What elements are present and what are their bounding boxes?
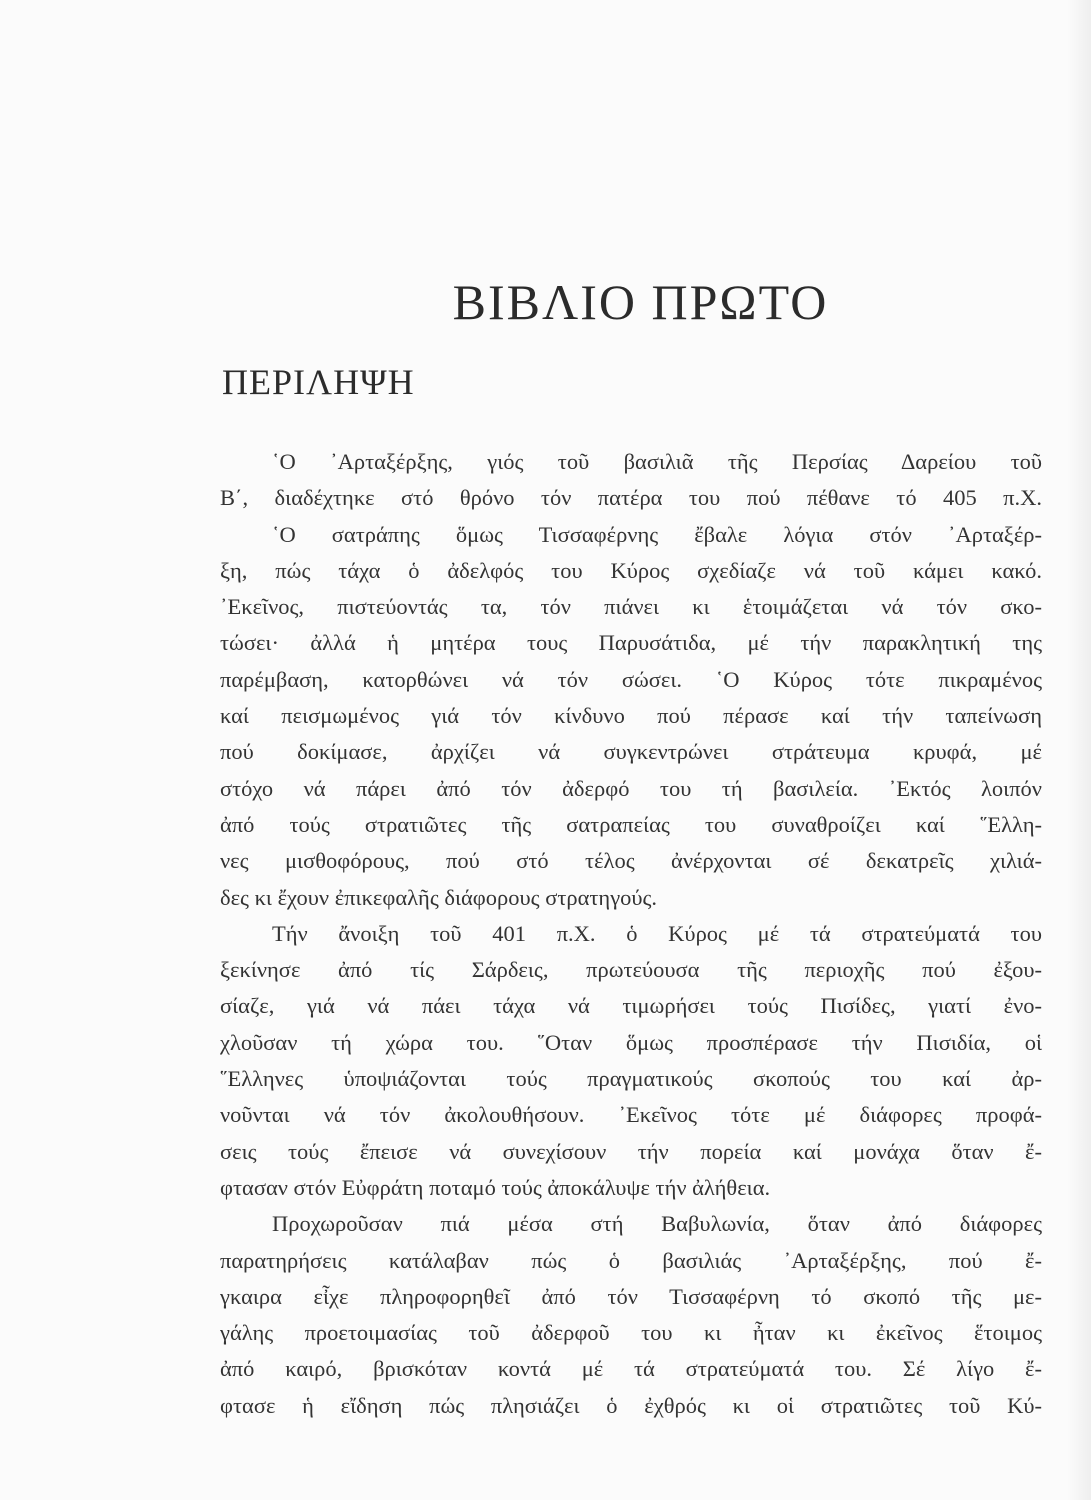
summary-text [220, 444, 1042, 1424]
text-line: παρατηρήσεις κατάλαβαν πώς ὁ βασιλιάς ᾿Αρταξέρξης, πού ἔ- [220, 1247, 1042, 1273]
text-line: ῾Ο ᾿Αρταξέρξης, γιός τοῦ βασιλιᾶ τῆς Περσίας Δαρείου τοῦ [272, 449, 1042, 474]
text-line: σεις τούς ἔπεισε νά συνεχίσουν τήν πορεία καί μονάχα ὅταν ἔ- [220, 1138, 1042, 1164]
text-line: δες κι ἔχουν ἐπικεφαλῆς διάφορους στρατηγούς. [220, 884, 658, 910]
text-line: χλοῦσαν τή χώρα του. ῞Οταν ὅμως προσπέρασε τήν Πισιδία, οἱ [220, 1029, 1042, 1055]
text-line: καί πεισμωμένος γιά τόν κίνδυνο πού πέρασε καί τήν ταπείνωση [220, 703, 1042, 729]
text-line: πού δοκίμασε, ἀρχίζει νά συγκεντρώνει στράτευμα κρυφά, μέ [220, 739, 1042, 765]
paragraph-2 [220, 916, 1042, 1206]
paragraph-3 [220, 1206, 1042, 1424]
text-line: ῾Ο σατράπης ὅμως Τισσαφέρνης ἔβαλε λόγια στόν ᾿Αρταξέρ- [272, 521, 1042, 547]
text-line: ξη, πώς τάχα ὁ ἀδελφός του Κύρος σχεδίαζε νά τοῦ κάμει κακό. [220, 557, 1042, 583]
text-line: ῞Ελληνες ὑποψιάζονται τούς πραγματικούς σκοπούς του καί ἀρ- [220, 1066, 1042, 1092]
text-line: γκαιρα εἶχε πληροφορηθεῖ ἀπό τόν Τισσαφέρνη τό σκοπό τῆς με- [220, 1283, 1042, 1309]
text-line: ξεκίνησε ἀπό τίς Σάρδεις, πρωτεύουσα τῆς περιοχῆς πού ἐξου- [220, 957, 1042, 983]
text-line: Β΄, διαδέχτηκε στό θρόνο τόν πατέρα του πού πέθανε τό 405 π.Χ. [220, 485, 1042, 511]
page-edge-shadow [1067, 0, 1091, 1500]
text-line: φτασαν στόν Εὐφράτη ποταμό τούς ἀποκάλυψε τήν ἀλήθεια. [220, 1174, 771, 1200]
text-line: σίαζε, γιά νά πάει τάχα νά τιμωρήσει τούς Πισίδες, γιατί ἐνο- [220, 993, 1042, 1019]
text-line: Τήν ἄνοιξη τοῦ 401 π.Χ. ὁ Κύρος μέ τά στρατεύματά του [272, 920, 1042, 946]
text-line: νες μισθοφόρους, πού στό τέλος ἀνέρχονται σέ δεκατρεῖς χιλιά- [220, 848, 1042, 874]
text-line: ἀπό τούς στρατιῶτες τῆς σατραπείας του συναθροίζει καί ῞Ελλη- [220, 811, 1042, 837]
text-line: Προχωροῦσαν πιά μέσα στή Βαβυλωνία, ὅταν ἀπό διάφορες [272, 1211, 1042, 1237]
section-title: ΠΕΡΙΛΗΨΗ [222, 362, 415, 402]
text-line: γάλης προετοιμασίας τοῦ ἀδερφοῦ του κι ἦταν κι ἐκεῖνος ἕτοιμος [220, 1320, 1042, 1346]
text-line: παρέμβαση, κατορθώνει νά τόν σώσει. ῾Ο Κύρος τότε πικραμένος [220, 666, 1042, 692]
paragraph-1 [220, 444, 1042, 916]
text-line: ᾿Εκεῖνος, πιστεύοντάς τα, τόν πιάνει κι ἑτοιμάζεται νά τόν σκο- [220, 594, 1042, 620]
book-title: ΒΙΒΛΙΟ ΠΡΩΤΟ [452, 274, 829, 330]
text-line: φτασε ἡ εἴδηση πώς πλησιάζει ὁ ἐχθρός κι οἱ στρατιῶτες τοῦ Κύ- [220, 1392, 1042, 1418]
text-line: νοῦνται νά τόν ἀκολουθήσουν. ᾿Εκεῖνος τότε μέ διάφορες προφά- [220, 1102, 1042, 1128]
text-line: στόχο νά πάρει ἀπό τόν ἀδερφό του τή βασιλεία. ᾿Εκτός λοιπόν [220, 775, 1042, 801]
text-line: τώσει· ἀλλά ἡ μητέρα τους Παρυσάτιδα, μέ τήν παρακλητική της [220, 630, 1042, 656]
text-line: ἀπό καιρό, βρισκόταν κοντά μέ τά στρατεύματά του. Σέ λίγο ἔ- [220, 1356, 1042, 1382]
